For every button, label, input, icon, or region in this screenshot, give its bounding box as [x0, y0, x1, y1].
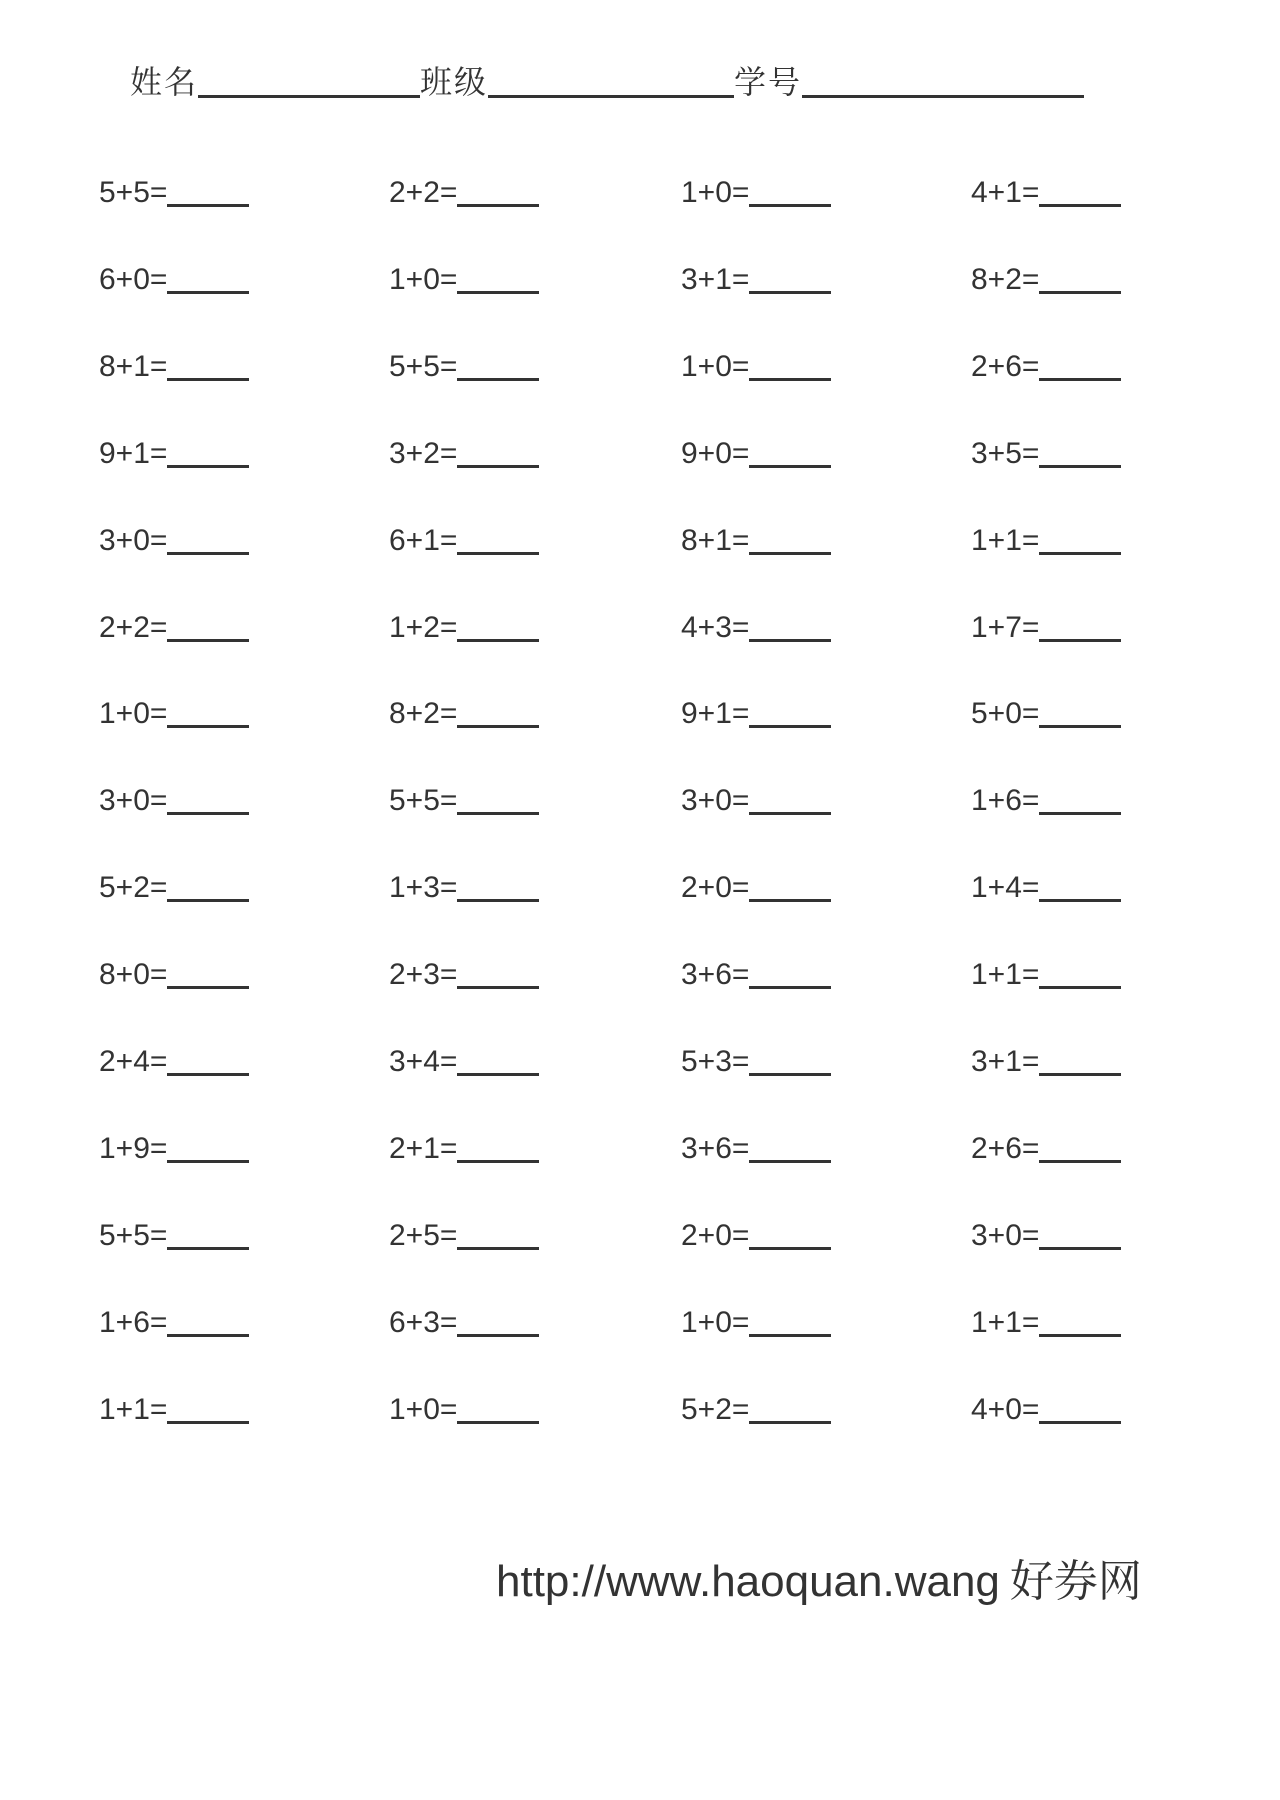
problem-item: [99, 174, 249, 208]
problem-item: [389, 1130, 539, 1164]
answer-blank[interactable]: [1039, 1334, 1121, 1337]
problem-item: [681, 609, 831, 643]
problem-expression: 1+3=: [389, 871, 458, 904]
student-info-header: [130, 58, 1084, 102]
problem-item: [971, 261, 1121, 295]
problem-item: [99, 869, 249, 903]
answer-blank[interactable]: [749, 1073, 831, 1076]
answer-blank[interactable]: [457, 378, 539, 381]
problem-item: [971, 782, 1121, 816]
answer-blank[interactable]: [457, 899, 539, 902]
answer-blank[interactable]: [167, 986, 249, 989]
problem-expression: 1+0=: [681, 350, 750, 383]
answer-blank[interactable]: [1039, 986, 1121, 989]
answer-blank[interactable]: [457, 1073, 539, 1076]
answer-blank[interactable]: [749, 986, 831, 989]
answer-blank[interactable]: [457, 725, 539, 728]
answer-blank[interactable]: [1039, 899, 1121, 902]
problem-item: [99, 1304, 249, 1338]
answer-blank[interactable]: [167, 899, 249, 902]
answer-blank[interactable]: [167, 725, 249, 728]
answer-blank[interactable]: [749, 204, 831, 207]
problem-item: [971, 435, 1121, 469]
answer-blank[interactable]: [167, 639, 249, 642]
problem-item: [971, 1217, 1121, 1251]
answer-blank[interactable]: [1039, 1160, 1121, 1163]
answer-blank[interactable]: [749, 812, 831, 815]
problem-expression: 1+6=: [99, 1306, 168, 1339]
problem-item: [99, 1043, 249, 1077]
problem-expression: 5+0=: [971, 697, 1040, 730]
answer-blank[interactable]: [749, 1247, 831, 1250]
answer-blank[interactable]: [457, 1247, 539, 1250]
problem-item: [389, 261, 539, 295]
problem-expression: 2+2=: [99, 611, 168, 644]
problem-expression: 2+0=: [681, 1219, 750, 1252]
problem-item: [389, 782, 539, 816]
footer-site-name: 好券网: [1009, 1556, 1142, 1607]
problem-item: [681, 869, 831, 903]
problem-item: [971, 522, 1121, 556]
problem-expression: 8+1=: [99, 350, 168, 383]
problem-expression: 8+1=: [681, 524, 750, 557]
problem-item: [971, 1304, 1121, 1338]
answer-blank[interactable]: [749, 725, 831, 728]
problem-item: [681, 1130, 831, 1164]
problem-expression: 3+0=: [99, 784, 168, 817]
class-label: 班级: [420, 63, 489, 101]
problem-expression: 1+0=: [681, 176, 750, 209]
answer-blank[interactable]: [167, 204, 249, 207]
problem-expression: 5+5=: [389, 350, 458, 383]
problem-expression: 1+7=: [971, 611, 1040, 644]
problem-expression: 6+1=: [389, 524, 458, 557]
answer-blank[interactable]: [167, 1334, 249, 1337]
problem-expression: 1+0=: [681, 1306, 750, 1339]
problem-item: [99, 261, 249, 295]
problem-expression: 2+5=: [389, 1219, 458, 1252]
problem-item: [389, 435, 539, 469]
problem-expression: 3+6=: [681, 958, 750, 991]
problem-item: [971, 956, 1121, 990]
problem-expression: 1+0=: [389, 1393, 458, 1426]
problem-item: [681, 174, 831, 208]
problem-expression: 2+6=: [971, 1132, 1040, 1165]
problem-item: [971, 869, 1121, 903]
problem-expression: 5+5=: [99, 176, 168, 209]
answer-blank[interactable]: [457, 204, 539, 207]
problem-expression: 3+0=: [99, 524, 168, 557]
student-id-label: 学号: [734, 63, 803, 101]
problem-expression: 3+0=: [971, 1219, 1040, 1252]
problem-expression: 8+2=: [389, 697, 458, 730]
answer-blank[interactable]: [1039, 204, 1121, 207]
problem-expression: 3+5=: [971, 437, 1040, 470]
problem-expression: 8+2=: [971, 263, 1040, 296]
answer-blank[interactable]: [1039, 1421, 1121, 1424]
problem-expression: 9+0=: [681, 437, 750, 470]
problem-item: [971, 1043, 1121, 1077]
problem-item: [971, 609, 1121, 643]
problem-item: [389, 609, 539, 643]
problem-expression: 5+3=: [681, 1045, 750, 1078]
problem-item: [99, 348, 249, 382]
problem-expression: 2+6=: [971, 350, 1040, 383]
answer-blank[interactable]: [167, 1247, 249, 1250]
answer-blank[interactable]: [457, 986, 539, 989]
problem-item: [971, 1391, 1121, 1425]
answer-blank[interactable]: [167, 378, 249, 381]
problem-item: [971, 1130, 1121, 1164]
answer-blank[interactable]: [457, 1334, 539, 1337]
problem-item: [389, 695, 539, 729]
footer-watermark: [496, 1554, 1142, 1610]
answer-blank[interactable]: [457, 1160, 539, 1163]
problem-item: [681, 1391, 831, 1425]
problem-expression: 2+3=: [389, 958, 458, 991]
problem-expression: 2+0=: [681, 871, 750, 904]
problem-item: [389, 1217, 539, 1251]
problem-expression: 1+2=: [389, 611, 458, 644]
problem-expression: 1+1=: [99, 1393, 168, 1426]
answer-blank[interactable]: [749, 291, 831, 294]
answer-blank[interactable]: [749, 552, 831, 555]
problem-item: [681, 261, 831, 295]
name-label: 姓名: [130, 63, 199, 101]
answer-blank[interactable]: [1039, 378, 1121, 381]
answer-blank[interactable]: [1039, 812, 1121, 815]
answer-blank[interactable]: [167, 291, 249, 294]
problem-item: [389, 1391, 539, 1425]
problem-expression: 4+3=: [681, 611, 750, 644]
problem-item: [681, 348, 831, 382]
problem-expression: 3+4=: [389, 1045, 458, 1078]
problem-item: [99, 435, 249, 469]
problem-item: [389, 348, 539, 382]
answer-blank[interactable]: [167, 1160, 249, 1163]
answer-blank[interactable]: [1039, 1073, 1121, 1076]
problem-item: [99, 1217, 249, 1251]
problem-expression: 3+0=: [681, 784, 750, 817]
problem-expression: 6+3=: [389, 1306, 458, 1339]
problem-expression: 1+4=: [971, 871, 1040, 904]
problem-item: [681, 522, 831, 556]
problem-expression: 2+2=: [389, 176, 458, 209]
answer-blank[interactable]: [749, 899, 831, 902]
problem-item: [681, 1304, 831, 1338]
problem-expression: 6+0=: [99, 263, 168, 296]
answer-blank[interactable]: [167, 465, 249, 468]
answer-blank[interactable]: [167, 1421, 249, 1424]
problem-expression: 2+1=: [389, 1132, 458, 1165]
problem-item: [681, 435, 831, 469]
answer-blank[interactable]: [167, 1073, 249, 1076]
problem-item: [681, 956, 831, 990]
problem-item: [389, 1043, 539, 1077]
answer-blank[interactable]: [749, 378, 831, 381]
answer-blank[interactable]: [167, 552, 249, 555]
problem-item: [971, 174, 1121, 208]
answer-blank[interactable]: [1039, 639, 1121, 642]
answer-blank[interactable]: [1039, 552, 1121, 555]
answer-blank[interactable]: [457, 465, 539, 468]
problem-item: [971, 348, 1121, 382]
answer-blank[interactable]: [749, 639, 831, 642]
problem-item: [389, 869, 539, 903]
student-id-blank[interactable]: [802, 95, 1084, 98]
answer-blank[interactable]: [457, 552, 539, 555]
answer-blank[interactable]: [167, 812, 249, 815]
answer-blank[interactable]: [749, 1160, 831, 1163]
problem-expression: 5+5=: [389, 784, 458, 817]
name-blank[interactable]: [198, 95, 420, 98]
problem-expression: 4+1=: [971, 176, 1040, 209]
answer-blank[interactable]: [457, 291, 539, 294]
answer-blank[interactable]: [457, 639, 539, 642]
problem-expression: 1+6=: [971, 784, 1040, 817]
answer-blank[interactable]: [1039, 725, 1121, 728]
problem-item: [99, 1130, 249, 1164]
problem-item: [681, 695, 831, 729]
problem-item: [99, 1391, 249, 1425]
problem-expression: 1+0=: [389, 263, 458, 296]
problem-expression: 1+1=: [971, 958, 1040, 991]
answer-blank[interactable]: [457, 812, 539, 815]
problem-expression: 1+0=: [99, 697, 168, 730]
problem-item: [99, 522, 249, 556]
problem-expression: 8+0=: [99, 958, 168, 991]
footer-url: http://www.haoquan.wang: [496, 1557, 1000, 1606]
answer-blank[interactable]: [749, 1421, 831, 1424]
problem-expression: 9+1=: [681, 697, 750, 730]
answer-blank[interactable]: [749, 465, 831, 468]
problem-expression: 3+1=: [971, 1045, 1040, 1078]
problem-item: [681, 1217, 831, 1251]
problem-item: [389, 956, 539, 990]
problem-expression: 2+4=: [99, 1045, 168, 1078]
problem-item: [389, 522, 539, 556]
problem-expression: 1+1=: [971, 1306, 1040, 1339]
problem-expression: 3+6=: [681, 1132, 750, 1165]
answer-blank[interactable]: [457, 1421, 539, 1424]
problem-expression: 9+1=: [99, 437, 168, 470]
problem-item: [99, 609, 249, 643]
problem-expression: 5+2=: [99, 871, 168, 904]
problem-item: [99, 782, 249, 816]
problem-expression: 5+2=: [681, 1393, 750, 1426]
problem-item: [681, 1043, 831, 1077]
answer-blank[interactable]: [1039, 465, 1121, 468]
answer-blank[interactable]: [749, 1334, 831, 1337]
problem-expression: 3+1=: [681, 263, 750, 296]
problem-item: [971, 695, 1121, 729]
problem-item: [389, 174, 539, 208]
problem-expression: 3+2=: [389, 437, 458, 470]
problem-expression: 1+1=: [971, 524, 1040, 557]
problem-item: [99, 695, 249, 729]
class-blank[interactable]: [488, 95, 734, 98]
problem-item: [99, 956, 249, 990]
problem-expression: 1+9=: [99, 1132, 168, 1165]
problem-expression: 5+5=: [99, 1219, 168, 1252]
problem-expression: 4+0=: [971, 1393, 1040, 1426]
problem-item: [389, 1304, 539, 1338]
answer-blank[interactable]: [1039, 291, 1121, 294]
problem-item: [681, 782, 831, 816]
answer-blank[interactable]: [1039, 1247, 1121, 1250]
